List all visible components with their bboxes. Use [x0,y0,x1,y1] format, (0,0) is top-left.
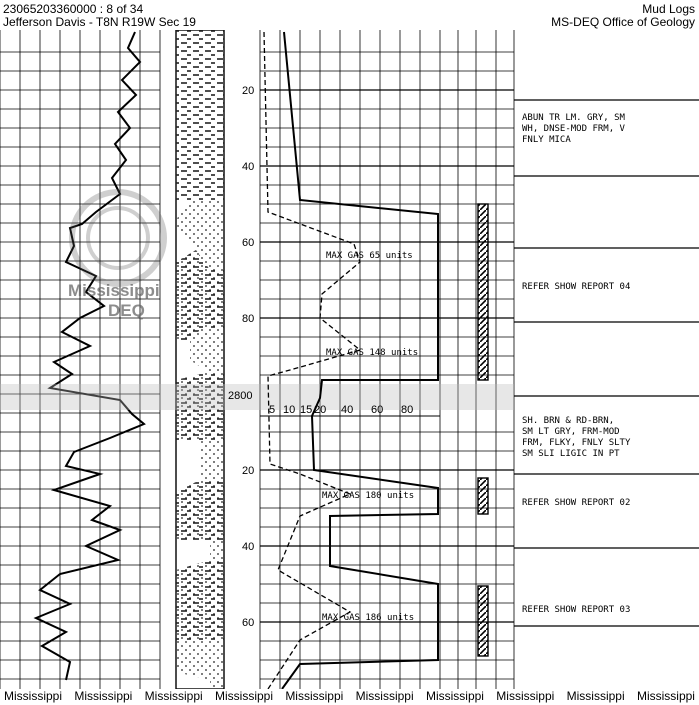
gas-scale-label: 20 [314,404,327,416]
description-line: REFER SHOW REPORT 02 [522,498,631,508]
depth-label: 40 [242,161,255,173]
description-line: SH. BRN & RD-BRN, [522,416,615,426]
gas-track-grid [260,30,514,689]
mississippi-seal-watermark [72,192,164,284]
description-grid [514,100,699,626]
document-type: Mud Logs [642,2,695,16]
footer-text: Mississippi [566,689,625,703]
agency-name: MS-DEQ Office of Geology [551,15,695,29]
depth-label: 60 [242,617,255,629]
show-bar-02 [478,478,488,514]
footer-text: Mississippi [496,689,555,703]
shale-interval-bottom [176,560,224,640]
description-line: FNLY MICA [522,135,571,145]
footer-text: Mississippi [4,689,63,703]
show-bar-03 [478,586,488,656]
description-line: ABUN TR LM. GRY, SM [522,113,625,123]
footer-text: Mississippi [355,689,414,703]
footer-text: Mississippi [74,689,133,703]
watermark-mississippi: Mississippi [68,281,160,300]
gas-scale-label: 10 [283,404,296,416]
gas-scale-label: 5 [269,404,276,416]
show-bar-04 [478,204,488,380]
depth-label: 20 [242,465,255,477]
description-line: FRM, FLKY, FNLY SLTY [522,438,631,448]
gas-annotation: MAX GAS 148 units [326,348,419,358]
watermark-deq: DEQ [108,301,145,320]
depth-label-2800: 2800 [228,390,253,402]
document-id: 23065203360000 : 8 of 34 [3,2,144,16]
depth-label: 60 [242,237,255,249]
description-line: SM SLI LIGIC IN PT [522,449,620,459]
gas-annotation: MAX GAS 180 units [322,491,415,501]
footer-text: Mississippi [285,689,344,703]
gas-scale-label: 40 [341,404,354,416]
gas-annotation: MAX GAS 186 units [322,613,415,623]
description-line: REFER SHOW REPORT 04 [522,282,631,292]
footer-text: Mississippi [636,689,695,703]
depth-label: 40 [242,541,255,553]
depth-label: 80 [242,313,255,325]
footer-text: Mississippi [425,689,484,703]
gas-scale-label: 60 [371,404,384,416]
description-line: REFER SHOW REPORT 03 [522,605,631,615]
shale-interval-upper [176,30,224,200]
gas-scale-label: 80 [401,404,414,416]
footer-text: Mississippi [214,689,273,703]
shale-interval-lower [176,480,224,540]
description-line: SM LT GRY, FRM-MOD [522,427,620,437]
mud-log-scan [0,30,699,689]
gas-scale-label: 15 [300,404,313,416]
description-line: WH, DNSE-MOD FRM, V [522,124,625,134]
footer-watermark-row [0,689,699,705]
gas-annotation: MAX GAS 65 units [326,251,413,261]
footer-text: Mississippi [144,689,203,703]
well-location: Jefferson Davis - T8N R19W Sec 19 [3,15,196,29]
depth-label: 20 [242,85,255,97]
chromatograph-curve [264,32,360,689]
depth-2800-band [0,384,514,410]
